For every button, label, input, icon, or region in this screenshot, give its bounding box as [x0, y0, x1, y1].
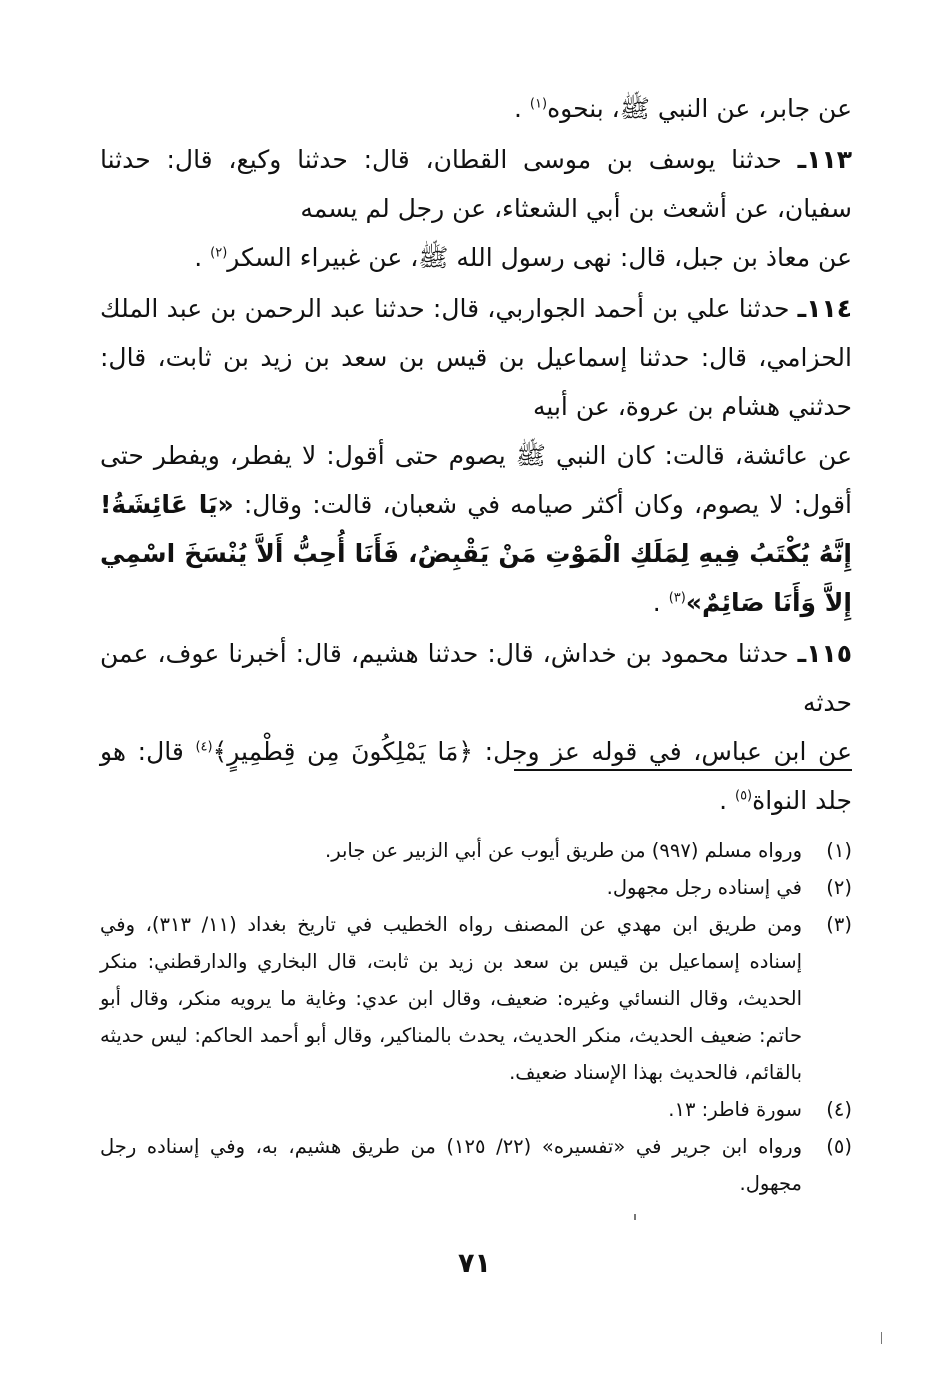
footnote-number: (٥) [826, 1135, 852, 1158]
body-text [100, 84, 852, 825]
footnote-number: (١) [826, 839, 852, 862]
paragraph-7 [100, 727, 852, 825]
scan-speck [881, 1332, 882, 1344]
scan-speck [634, 1214, 636, 1220]
paragraph-5 [100, 431, 852, 627]
footnote-4 [100, 1091, 852, 1128]
paragraph-text: حدثنا علي بن أحمد الجواربي، قال: حدثنا عبد الرحمن بن عبد الملك الحزامي، قال: حدثنا إسماعيل بن قيس بن سعد بن زيد بن ثابت، قال: حدثني هشام بن عروة، عن أبيه [100, 294, 852, 421]
page-number: ٧١ [458, 1248, 491, 1279]
paragraph-text: عن عائشة، قالت: كان النبي ﷺ يصوم حتى أقول: لا يفطر، ويفطر حتى أقول: لا يصوم، وكان أكثر صيامه في شعبان، قالت: وقال: [100, 441, 852, 519]
hadith-quote: «يَا عَائِشَةُ! إِنَّهُ يُكْتَبُ فِيهِ لِمَلَكِ الْمَوْتِ مَنْ يَقْبِضُ، فَأَنَا أُحِبُّ أَلاَّ يُنْسَخَ اسْمِي إِلاَّ وَأَنَا صَائِمٌ» [100, 490, 852, 617]
paragraph-suffix: . [719, 786, 735, 815]
footnote-3 [100, 906, 852, 1091]
paragraph-suffix: . [652, 588, 669, 617]
paragraph-text: حدثنا محمود بن خداش، قال: حدثنا هشيم، قال: أخبرنا عوف، عمن حدثه [100, 639, 852, 717]
footnote-text: ورواه ابن جرير في «تفسيره» (٢٢/ ١٢٥) من طريق هشيم، به، وفي إسناده رجل مجهول. [100, 1135, 802, 1195]
paragraph-text: عن ابن عباس، في قوله عز وجل: ﴿مَا يَمْلِكُونَ مِن قِطْمِيرٍ﴾ [212, 737, 852, 766]
hadith-number: ١١٥ـ [797, 639, 852, 668]
paragraph-text: عن معاذ بن جبل، قال: نهى رسول الله ﷺ، عن غبيراء السكر [227, 243, 852, 272]
footnote-text: سورة فاطر: ١٣. [668, 1098, 802, 1121]
paragraph-text: قال: هو جلد النواة [100, 737, 852, 815]
footnote-5 [100, 1128, 852, 1202]
paragraph-3 [100, 233, 852, 282]
footnote-text: في إسناده رجل مجهول. [606, 876, 802, 899]
footnote-ref: (٥) [734, 788, 753, 804]
footnote-text: ومن طريق ابن مهدي عن المصنف رواه الخطيب في تاريخ بغداد (١١/ ٣١٣)، وفي إسناده إسماعيل بن قيس بن سعد بن زيد بن ثابت، قال البخاري والدارقطني: منكر الحديث، وقال النسائي وغيره: ضعيف، وقال ابن عدي: وغاية ما يرويه منكر، وقال أبو حاتم: ضعيف الحديث، منكر الحديث، يحدث بالمناكير، وقال أبو أحمد الحاكم: ليس حديثه بالقائم، فالحديث بهذا الإسناد ضعيف. [100, 913, 802, 1084]
hadith-114 [100, 284, 852, 431]
footnote-number: (٣) [826, 913, 852, 936]
hadith-115 [100, 629, 852, 727]
footnote-2 [100, 869, 852, 906]
paragraph-text: حدثنا يوسف بن موسى القطان، قال: حدثنا وكيع، قال: حدثنا سفيان، عن أشعث بن أبي الشعثاء، عن رجل لم يسمه [100, 145, 852, 223]
footnote-text: ورواه مسلم (٩٩٧) من طريق أيوب عن أبي الزبير عن جابر. [325, 839, 802, 862]
paragraph-suffix: . [194, 243, 211, 272]
footnote-ref: (١) [529, 96, 548, 112]
paragraph-text: عن جابر، عن النبي ﷺ، بنحوه [547, 94, 852, 123]
hadith-113 [100, 135, 852, 233]
footnote-ref: (٢) [210, 245, 228, 261]
footnote-ref: (٣) [668, 590, 686, 606]
hadith-number: ١١٤ـ [797, 294, 852, 323]
footnote-number: (٤) [826, 1098, 852, 1121]
footnote-number: (٢) [826, 876, 852, 899]
paragraph-1 [100, 84, 852, 133]
hadith-number: ١١٣ـ [797, 145, 852, 174]
footnote-ref: (٤) [195, 739, 213, 755]
paragraph-suffix: . [514, 94, 530, 123]
main-text [100, 84, 852, 825]
footnotes [100, 832, 852, 1202]
footnote-1 [100, 832, 852, 869]
footnote-separator [514, 769, 852, 771]
